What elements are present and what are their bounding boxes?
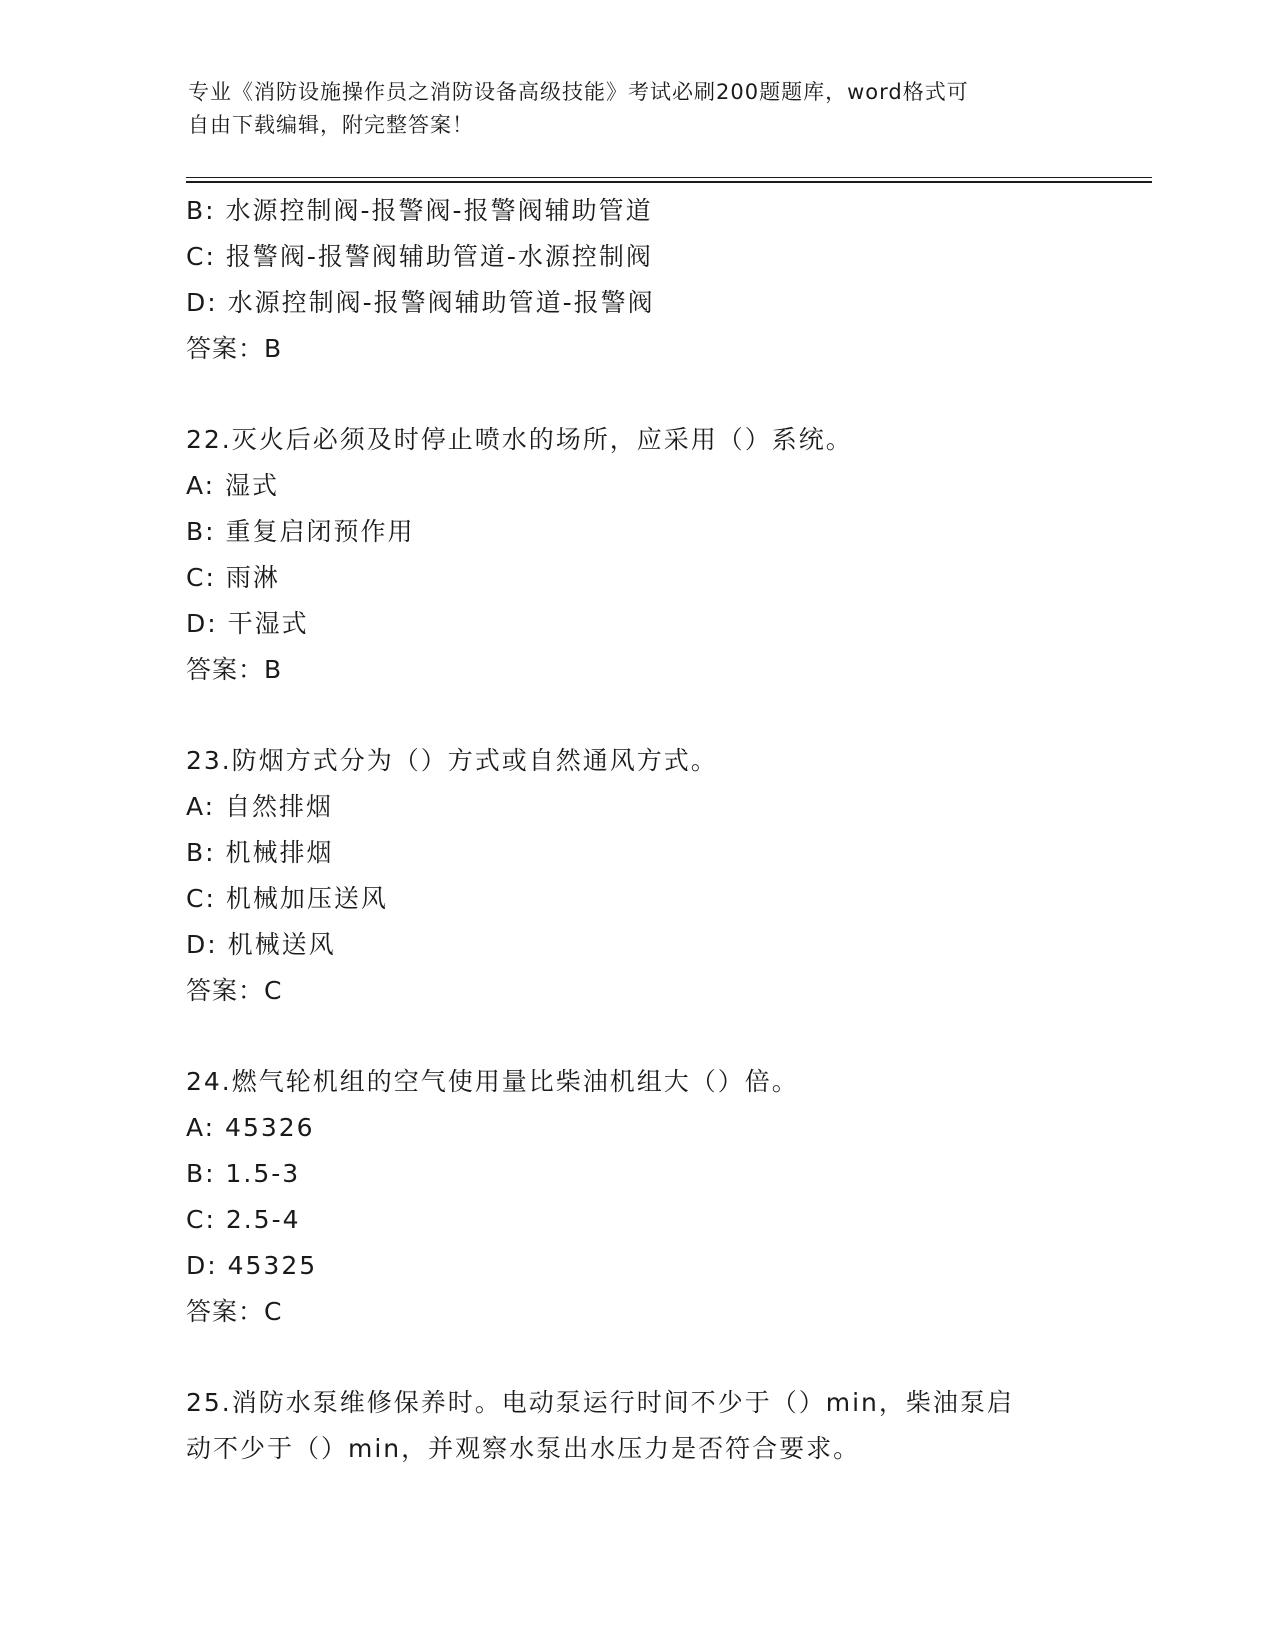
question-24 (186, 1059, 1146, 1335)
header-divider-thick (186, 181, 1152, 183)
option-c: C: 雨淋 (186, 563, 280, 592)
option-c: C: 机械加压送风 (186, 884, 388, 913)
option-d: D: 干湿式 (186, 609, 309, 638)
header-line-1: 专业《消防设施操作员之消防设备高级技能》考试必刷200题题库，word格式可 (188, 80, 969, 104)
question-23 (186, 738, 1146, 1014)
option-b: B: 重复启闭预作用 (186, 517, 415, 546)
answer: 答案：C (186, 1297, 283, 1326)
document-header (188, 76, 1088, 142)
option-a: A: 自然排烟 (186, 792, 334, 821)
header-divider-thin (186, 177, 1152, 178)
option-b: B: 机械排烟 (186, 838, 334, 867)
answer: 答案：B (186, 655, 283, 684)
option-d: D: 水源控制阀-报警阀辅助管道-报警阀 (186, 288, 655, 317)
option-c: C: 2.5-4 (186, 1205, 301, 1234)
option-d: D: 机械送风 (186, 930, 336, 959)
header-line-2: 自由下载编辑，附完整答案！ (188, 113, 474, 137)
option-b: B: 水源控制阀-报警阀-报警阀辅助管道 (186, 196, 653, 225)
option-a: A: 45326 (186, 1113, 315, 1142)
option-b: B: 1.5-3 (186, 1159, 301, 1188)
option-a: A: 湿式 (186, 471, 280, 500)
question-stem: 23.防烟方式分为（）方式或自然通风方式。 (186, 746, 718, 775)
question-stem-line-1: 25.消防水泵维修保养时。电动泵运行时间不少于（）min，柴油泵启 (186, 1388, 1014, 1417)
question-stem: 22.灭火后必须及时停止喷水的场所，应采用（）系统。 (186, 425, 853, 454)
question-21-continued (186, 188, 1146, 372)
answer: 答案：C (186, 976, 283, 1005)
question-22 (186, 417, 1146, 693)
question-25 (186, 1380, 1146, 1472)
option-d: D: 45325 (186, 1251, 318, 1280)
option-c: C: 报警阀-报警阀辅助管道-水源控制阀 (186, 242, 653, 271)
question-stem: 24.燃气轮机组的空气使用量比柴油机组大（）倍。 (186, 1067, 799, 1096)
answer: 答案：B (186, 334, 283, 363)
question-list (186, 188, 1146, 1472)
question-stem-line-2: 动不少于（）min，并观察水泵出水压力是否符合要求。 (186, 1434, 861, 1463)
